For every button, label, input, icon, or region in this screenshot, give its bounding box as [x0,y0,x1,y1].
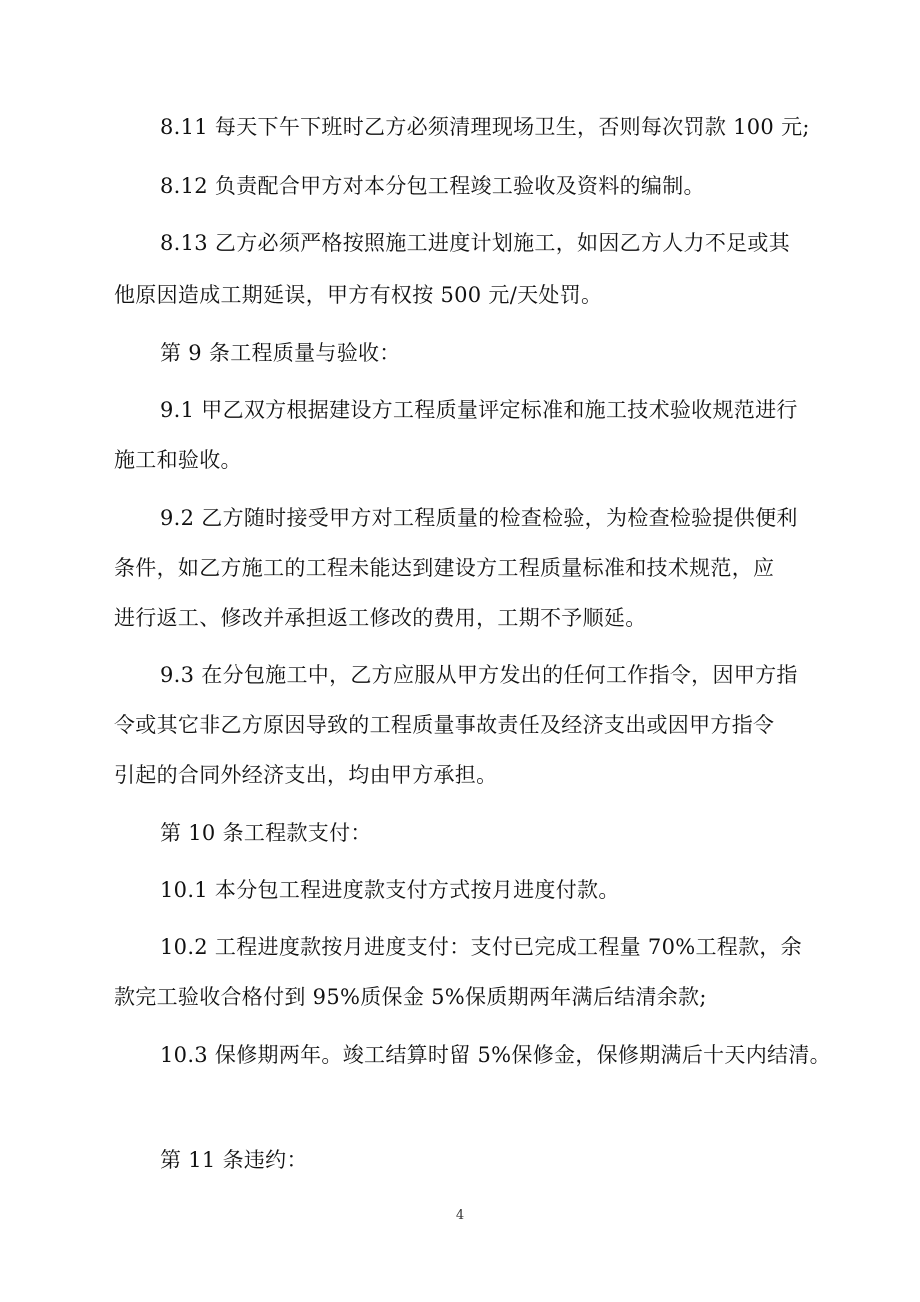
clause-8-13-line-2: 他原因造成工期延误，甲方有权按 500 元/天处罚。 [114,283,603,307]
section-10-heading: 第 10 条工程款支付： [160,821,372,845]
clause-9-3-line-2: 令或其它非乙方原因导致的工程质量事故责任及经济支出或因甲方指令 [114,713,775,737]
clause-9-1-line-2: 施工和验收。 [114,448,242,472]
section-9-heading: 第 9 条工程质量与验收： [160,341,401,365]
clause-9-3-line-1: 9.3 在分包施工中，乙方应服从甲方发出的任何工作指令，因甲方指 [160,663,798,687]
clause-9-2-line-3: 进行返工、修改并承担返工修改的费用，工期不予顺延。 [114,606,647,630]
page-number: 4 [455,1208,465,1223]
clause-9-3-line-3: 引起的合同外经济支出，均由甲方承担。 [114,763,498,787]
section-11-heading: 第 11 条违约： [160,1148,308,1172]
clause-10-2-line-2: 款完工验收合格付到 95%质保金 5%保质期两年满后结清余款; [114,985,707,1009]
clause-9-2-line-1: 9.2 乙方随时接受甲方对工程质量的检查检验，为检查检验提供便利 [160,506,798,530]
clause-8-11-line-1: 8.11 每天下午下班时乙方必须清理现场卫生，否则每次罚款 100 元; [160,115,810,139]
clause-10-3-line-1: 10.3 保修期两年。竣工结算时留 5%保修金，保修期满后十天内结清。 [160,1043,831,1067]
clause-8-13-line-1: 8.13 乙方必须严格按照施工进度计划施工，如因乙方人力不足或其 [160,231,791,255]
clause-10-2-line-1: 10.2 工程进度款按月进度支付：支付已完成工程量 70%工程款，余 [160,935,802,959]
clause-9-1-line-1: 9.1 甲乙双方根据建设方工程质量评定标准和施工技术验收规范进行 [160,398,798,422]
clause-10-1-line-1: 10.1 本分包工程进度款支付方式按月进度付款。 [160,878,620,902]
clause-8-12-line-1: 8.12 负责配合甲方对本分包工程竣工验收及资料的编制。 [160,174,705,198]
clause-9-2-line-2: 条件，如乙方施工的工程未能达到建设方工程质量标准和技术规范，应 [114,556,775,580]
